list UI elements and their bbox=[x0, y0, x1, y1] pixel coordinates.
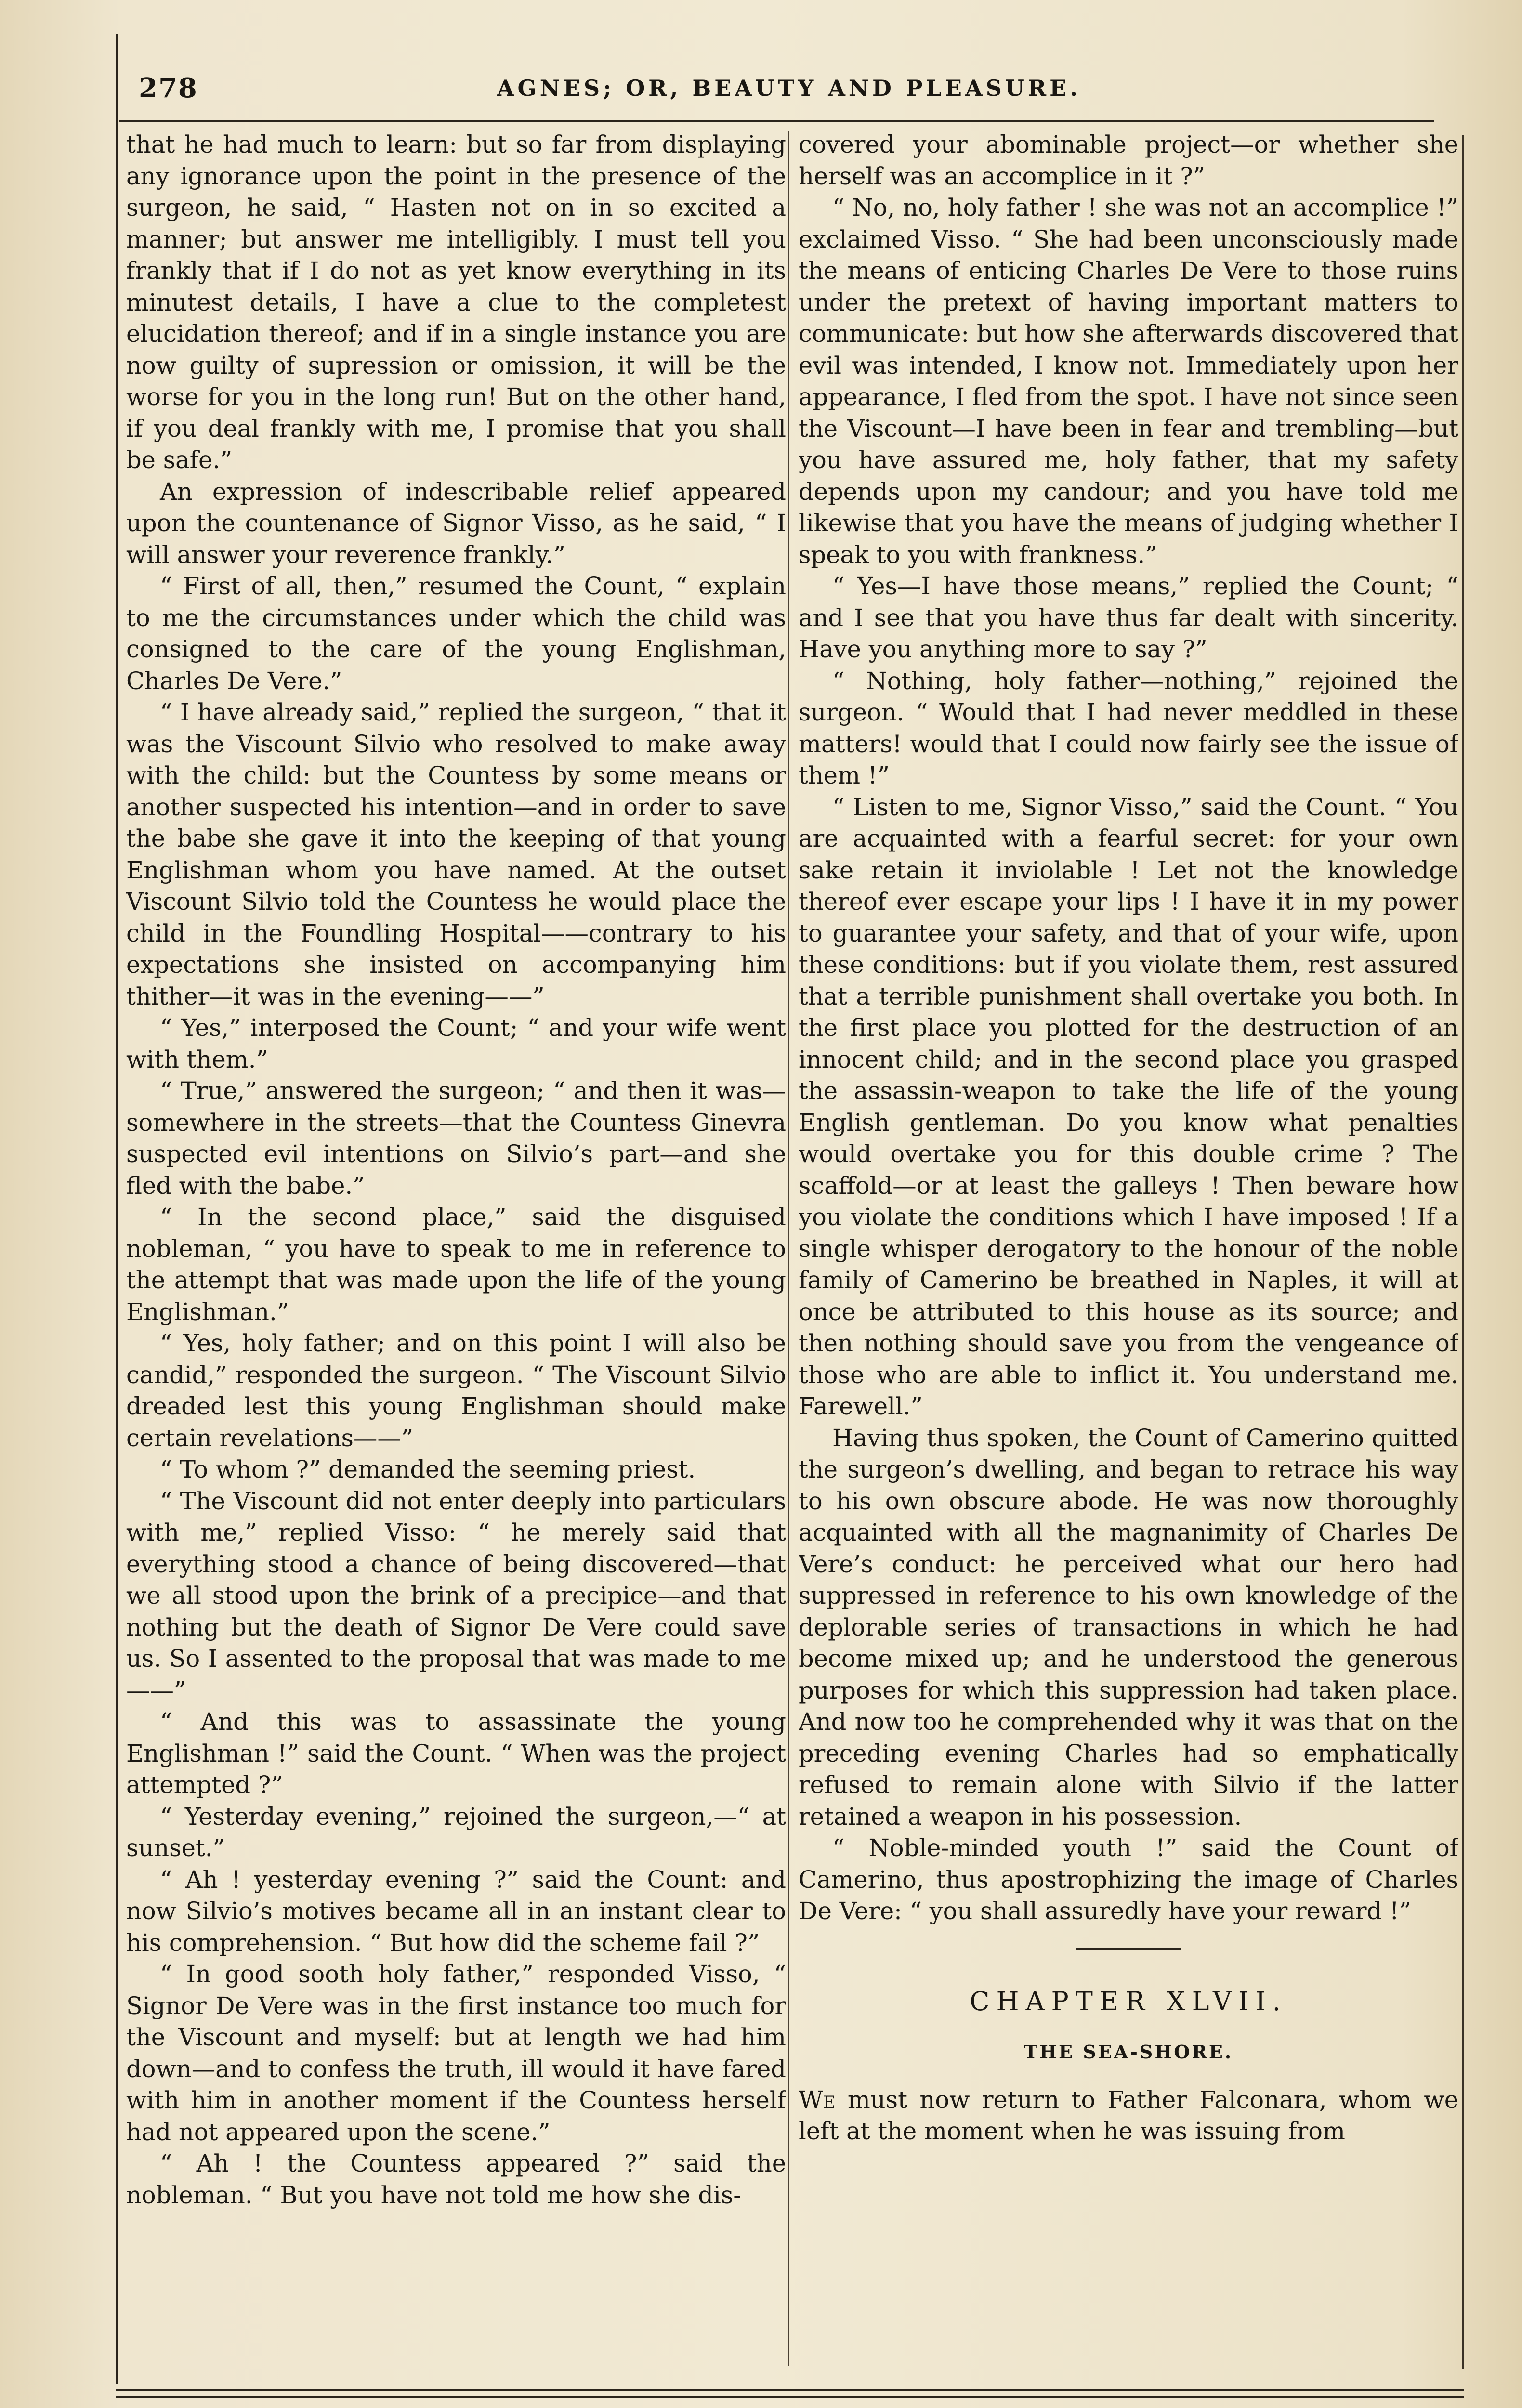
chapter-opening-text: must now return to Father Falconara, whom we left at the moment when he was issuing from bbox=[799, 2085, 1458, 2145]
footer-rule bbox=[116, 2389, 1464, 2391]
paragraph: Having thus spoken, the Count of Camerino quitted the surgeon’s dwelling, and began to retrace his way to his own obscure abode. He was now thoroughly acquainted with all the magnanimity of Charles De Vere’s conduct: he perceived what our hero had suppressed in reference to his own knowledge of the deplorable series of transactions in which he had become mixed up; and he understood the generous purposes for which this suppression had taken place. And now too he comprehended why it was that on the preceding evening Charles had so emphatically refused to remain alone with Silvio if the latter retained a weapon in his possession. bbox=[799, 1424, 1458, 1831]
chapter-heading: CHAPTER XLVII. bbox=[970, 1986, 1287, 2016]
chapter-separator-rule bbox=[1076, 1948, 1181, 1950]
footer-rule bbox=[116, 2396, 1464, 2398]
header-rule bbox=[119, 120, 1434, 122]
page-number: 278 bbox=[139, 72, 198, 104]
paragraph: An expression of indescribable relief appeared upon the countenance of Signor Visso, as he said, “ I will answer your reverence frankly.” bbox=[126, 477, 786, 569]
paragraph: “ To whom ?” demanded the seeming priest. bbox=[160, 1455, 696, 1483]
chapter-subtitle: THE SEA-SHORE. bbox=[1023, 2041, 1233, 2063]
page-header bbox=[119, 72, 1458, 120]
paragraph: “ First of all, then,” resumed the Count, “ explain to me the circumstances under which the child was consigned to the care of the young Englishman, Charles De Vere.” bbox=[126, 572, 786, 695]
paragraph: “ Yes, holy father; and on this point I will also be candid,” responded the surgeon. “ The Viscount Silvio dreaded lest this young Englishman should make certain revelations——” bbox=[126, 1329, 786, 1452]
paragraph: “ In the second place,” said the disguised nobleman, “ you have to speak to me in reference to the attempt that was made upon the life of the young Englishman.” bbox=[126, 1203, 786, 1326]
paragraph: “ Yes—I have those means,” replied the Count; “ and I see that you have thus far dealt with sincerity. Have you anything more to say ?” bbox=[799, 572, 1458, 663]
paragraph: “ Listen to me, Signor Visso,” said the Count. “ You are acquainted with a fearful secret: for your own sake retain it inviolable ! Let not the knowledge thereof ever escape your lips ! I have it in my power to guarantee your safety, and that of your wife, upon these conditions: but if you violate them, rest assured that a terrible punishment shall overtake you both. In the first place you plotted for the destruction of an innocent child; and in the second place you grasped the assassin-weapon to take the life of the young English gentleman. Do you know what penalties would overtake you for this double crime ? The scaffold—or at least the galleys ! Then beware how you violate the conditions which I have imposed ! If a single whisper derogatory to the honour of the noble family of Camerino be breathed in Naples, it will at once be attributed to this house as its source; and then nothing should save you from the vengeance of those who are able to inflict it. You understand me. Farewell.” bbox=[799, 793, 1458, 1420]
paragraph: “ Yes,” interposed the Count; “ and your wife went with them.” bbox=[126, 1014, 786, 1073]
left-column bbox=[126, 129, 786, 2364]
right-column bbox=[799, 129, 1458, 2364]
right-border-rule bbox=[1462, 135, 1464, 2369]
paragraph: “ Ah ! yesterday evening ?” said the Count: and now Silvio’s motives became all in an instant clear to his comprehension. “ But how did the scheme fail ?” bbox=[126, 1865, 786, 1957]
paragraph: “ Nothing, holy father—nothing,” rejoined the surgeon. “ Would that I had never meddled in these matters! would that I could now fairly see the issue of them !” bbox=[799, 667, 1458, 789]
left-border-rule bbox=[116, 34, 118, 2384]
chapter-opening-paragraph bbox=[799, 2084, 1458, 2147]
chapter-opening-word: We bbox=[799, 2085, 836, 2114]
paragraph: “ Noble-minded youth !” said the Count of Camerino, thus apostrophizing the image of Charles De Vere: “ you shall assuredly have your reward !” bbox=[799, 1834, 1458, 1925]
column-divider bbox=[788, 131, 789, 2366]
paragraph: “ No, no, holy father ! she was not an accomplice !” exclaimed Visso. “ She had been unconsciously made the means of enticing Charles De Vere to those ruins under the pretext of having important matters to communicate: but how she afterwards discovered that evil was intended, I know not. Immediately upon her appearance, I fled from the spot. I have not since seen the Viscount—I have been in fear and trembling—but you have assured me, holy father, that my safety depends upon my candour; and you have told me likewise that you have the means of judging whether I speak to you with frankness.” bbox=[799, 194, 1458, 569]
running-head: AGNES; OR, BEAUTY AND PLEASURE. bbox=[497, 75, 1081, 101]
paragraph: that he had much to learn: but so far from displaying any ignorance upon the point in the presence of the surgeon, he said, “ Hasten not on in so excited a manner; but answer me intelligibly. I must tell you frankly that if I do not as yet know everything in its minutest details, I have a clue to the completest elucidation thereof; and if in a single instance you are now guilty of supression or omission, it will be the worse for you in the long run! But on the other hand, if you deal frankly with me, I promise that you shall be safe.” bbox=[126, 131, 786, 474]
paragraph: “ True,” answered the surgeon; “ and then it was—somewhere in the streets—that the Countess Ginevra suspected evil intentions on Silvio’s part—and she fled with the babe.” bbox=[126, 1077, 786, 1200]
paragraph: “ Yesterday evening,” rejoined the surgeon,—“ at sunset.” bbox=[126, 1802, 786, 1862]
paragraph: “ The Viscount did not enter deeply into particulars with me,” replied Visso: “ he merely said that everything stood a chance of being discovered—that we all stood upon the brink of a precipice—and that nothing but the death of Signor De Vere could save us. So I assented to the proposal that was made to me——” bbox=[126, 1487, 786, 1704]
paragraph: “ I have already said,” replied the surgeon, “ that it was the Viscount Silvio who resolved to make away with the child: but the Countess by some means or another suspected his intention—and in order to save the babe she gave it into the keeping of that young Englishman whom you have named. At the outset Viscount Silvio told the Countess he would place the child in the Foundling Hospital——contrary to his expectations she insisted on accompanying him thither—it was in the evening——” bbox=[126, 698, 786, 1010]
paragraph: “ Ah ! the Countess appeared ?” said the nobleman. “ But you have not told me how she dis- bbox=[126, 2149, 786, 2209]
paragraph: “ And this was to assassinate the young Englishman !” said the Count. “ When was the project attempted ?” bbox=[126, 1708, 786, 1799]
paragraph: “ In good sooth holy father,” responded Visso, “ Signor De Vere was in the first instance too much for the Viscount and myself: but at length we had him down—and to confess the truth, ill would it have fared with him in another moment if the Countess herself had not appeared upon the scene.” bbox=[126, 1960, 786, 2146]
paragraph: covered your abominable project—or whether she herself was an accomplice in it ?” bbox=[799, 131, 1458, 190]
